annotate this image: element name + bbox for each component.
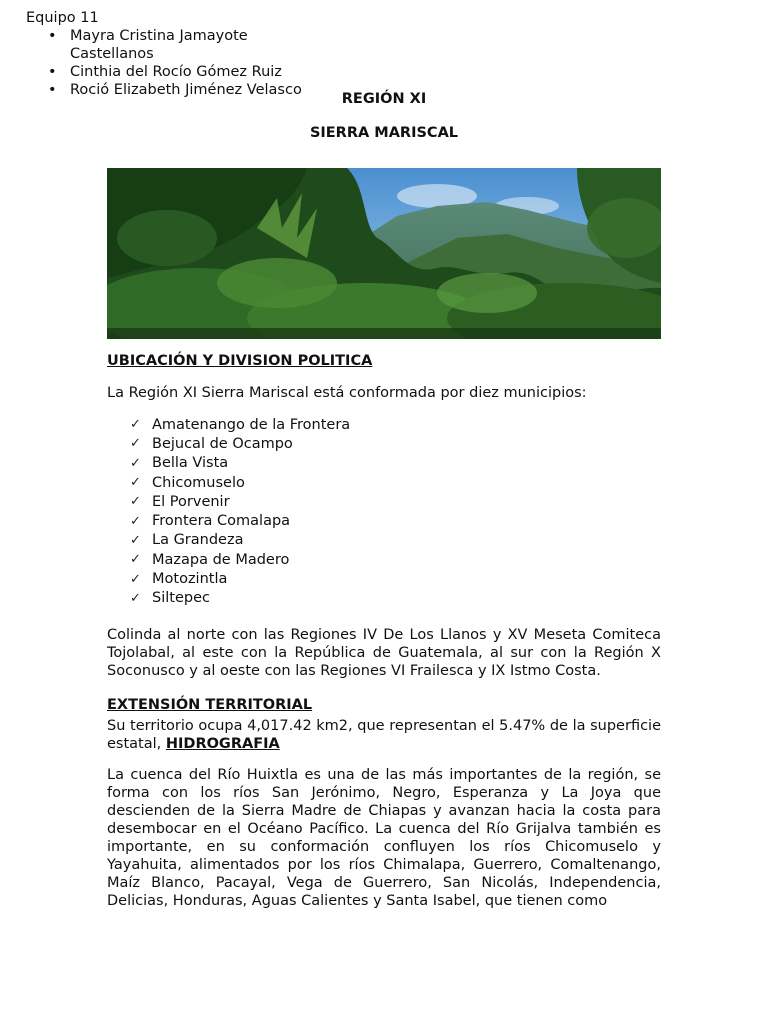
- colinda-paragraph: Colinda al norte con las Regiones IV De Los Llanos y XV Meseta Comiteca Tojolabal, al este con la República de Guatemala, al sur con la Región X Soconusco y al oeste con las Regiones VI Frailesca y IX Istmo Costa.: [107, 627, 661, 679]
- checkmark-icon: ✓: [130, 590, 141, 606]
- members-list: [48, 27, 308, 99]
- municipios-list: [130, 415, 350, 608]
- section-heading-hidrografia: HIDROGRAFIA: [165, 736, 280, 752]
- intro-paragraph: La Región XI Sierra Mariscal está conformada por diez municipios:: [107, 385, 587, 401]
- list-item: ✓ Frontera Comalapa: [130, 513, 291, 530]
- checkmark-icon: ✓: [130, 494, 141, 510]
- list-item: ✓ Bejucal de Ocampo: [130, 435, 293, 452]
- checkmark-icon: ✓: [130, 552, 141, 568]
- checkmark-icon: ✓: [130, 436, 141, 452]
- list-item: • Cinthia del Rocío Gómez Ruiz: [48, 63, 308, 81]
- list-item: ✓ La Grandeza: [130, 532, 244, 549]
- list-item: ✓ Amatenango de la Frontera: [130, 416, 351, 433]
- list-item: ✓ Chicomuselo: [130, 474, 245, 491]
- extension-text: Su territorio ocupa 4,017.42 km2, que representan el 5.47% de la superficie estatal,: [107, 718, 661, 752]
- team-label: Equipo 11: [26, 10, 99, 26]
- section-heading-ubicacion: UBICACIÓN Y DIVISION POLITICA: [107, 353, 373, 369]
- page-subtitle: SIERRA MARISCAL: [309, 125, 459, 141]
- section-heading-extension: EXTENSIÓN TERRITORIAL: [107, 697, 313, 713]
- checkmark-icon: ✓: [130, 532, 141, 548]
- list-item: ✓ Bella Vista: [130, 455, 229, 472]
- list-item: ✓ El Porvenir: [130, 493, 230, 510]
- page-title: REGIÓN XI: [341, 91, 427, 107]
- extension-paragraph: [107, 717, 661, 753]
- landscape-photo: [107, 168, 661, 339]
- list-item: ✓ Motozintla: [130, 571, 228, 588]
- hidrografia-paragraph: La cuenca del Río Huixtla es una de las más importantes de la región, se forma con los ríos San Jerónimo, Negro, Esperanza y La Joya que descienden de la Sierra Madre de Chiapas y avanzan hacia la costa para desembocar en el Océano Pacífico. La cuenca del Río Grijalva también es importante, en su conformación confluyen los ríos Chicomuselo y Yayahuita, alimentados por los ríos Chimalapa, Guerrero, Comaltenango, Maíz Blanco, Pacayal, Vega de Guerrero, San Nicolás, Independencia, Delicias, Honduras, Aguas Calientes y Santa Isabel, que tienen como: [107, 767, 661, 909]
- list-item: ✓ Siltepec: [130, 590, 210, 607]
- list-item: • Mayra Cristina Jamayote Castellanos: [48, 27, 308, 63]
- list-item: • Roció Elizabeth Jiménez Velasco: [48, 81, 308, 99]
- list-item: ✓ Mazapa de Madero: [130, 551, 290, 568]
- checkmark-icon: ✓: [130, 455, 141, 471]
- checkmark-icon: ✓: [130, 475, 141, 491]
- checkmark-icon: ✓: [130, 571, 141, 587]
- checkmark-icon: ✓: [130, 513, 141, 529]
- checkmark-icon: ✓: [130, 417, 141, 433]
